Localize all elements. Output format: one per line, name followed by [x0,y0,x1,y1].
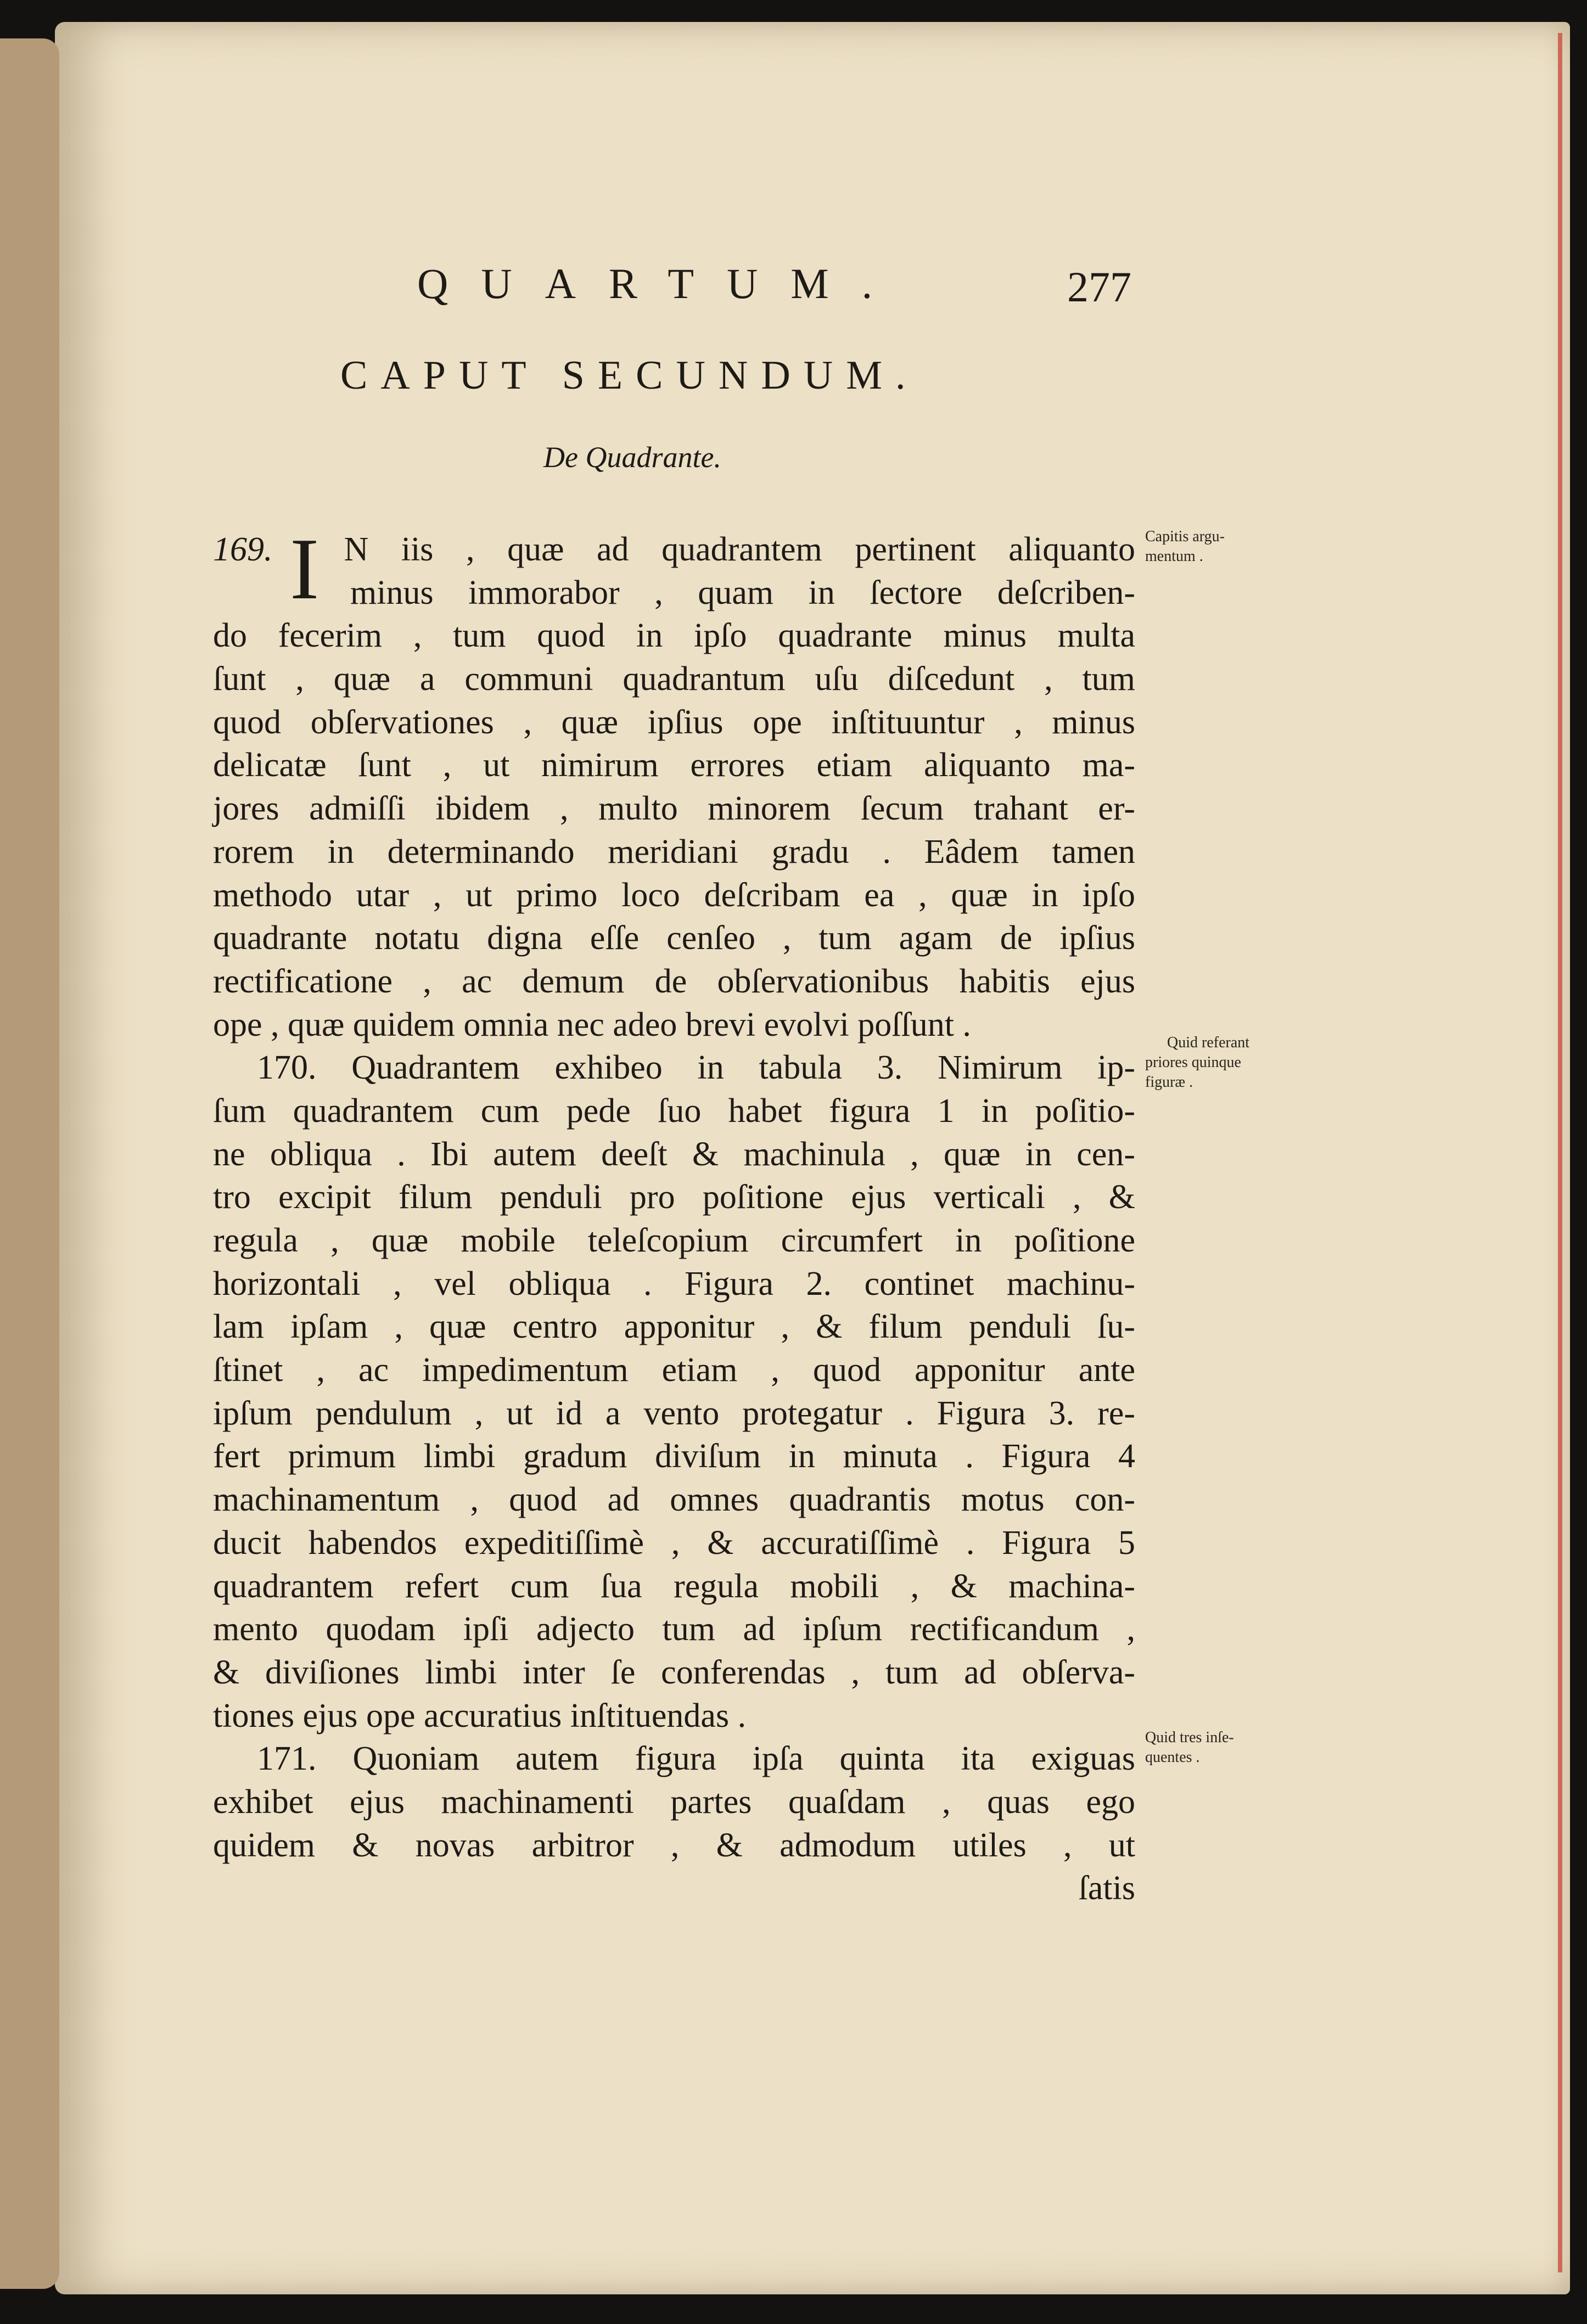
text-line: quadrante notatu digna eſſe cenſeo , tum agam de ipſius [213,919,1135,957]
text-line: ſunt , quæ a communi quadrantum uſu diſcedunt , tum [213,660,1135,698]
text-line: regula , quæ mobile teleſcopium circumfert in poſitione [213,1222,1135,1259]
paragraph-169-line-1: 169. N iis , quæ ad quadrantem pertinent aliquanto [213,531,1135,568]
text-line: minus immorabor , quam in ſectore deſcriben- [350,574,1135,611]
text-line: horizontali , vel obliqua . Figura 2. continet machinu- [213,1265,1135,1303]
text-line: ope , quæ quidem omnia nec adeo brevi evolvi poſſunt . [213,1006,971,1043]
text-line: quadrantem refert cum ſua regula mobili , & machina- [213,1567,1135,1605]
running-title: QUARTUM. [417,260,906,307]
text-line: quidem & novas arbitror , & admodum utiles , ut [213,1826,1135,1864]
page-number: 277 [1067,263,1131,311]
text-line: tiones ejus ope accuratius inſtituendas . [213,1697,747,1734]
catchword: ſatis [1078,1870,1135,1907]
text-line: quod obſervationes , quæ ipſius ope inſtituuntur , minus [213,703,1135,741]
section-number-169: 169. [213,531,273,568]
text-line: ducit habendos expeditiſſimè , & accuratiſſimè . Figura 5 [213,1524,1135,1562]
chapter-title: CAPUT SECUNDUM. [340,353,919,398]
running-head [0,259,1587,325]
text-line: lam ipſam , quæ centro apponitur , & filum penduli ſu- [213,1308,1135,1346]
text-line: & diviſiones limbi inter ſe conferendas , tum ad obſerva- [213,1653,1135,1691]
margin-note-sequentes: Quid tres inſe- quentes . [1145,1729,1234,1766]
margin-note-argumentum: Capitis argu- mentum . [1145,528,1225,565]
text-line: ſtinet , ac impedimentum etiam , quod apponitur ante [213,1351,1135,1389]
main-text [213,520,1135,1910]
text-line: exhibet ejus machinamenti partes quaſdam , quas ego [213,1783,1135,1821]
text-line: ſum quadrantem cum pede ſuo habet figura 1 in poſitio- [213,1092,1135,1130]
text-line: mento quodam ipſi adjecto tum ad ipſum rectificandum , [213,1610,1135,1648]
text-line: methodo utar , ut primo loco deſcribam ea , quæ in ipſo [213,876,1135,914]
paragraph-170-line-1: 170. Quadrantem exhibeo in tabula 3. Nimirum ip- [257,1049,1135,1087]
text-line: ne obliqua . Ibi autem deeſt & machinula , quæ in cen- [213,1135,1135,1173]
text-line: do fecerim , tum quod in ipſo quadrante minus multa [213,617,1135,655]
facing-page-edge [0,38,59,2289]
text-line: ipſum pendulum , ut id a vento protegatur . Figura 3. re- [213,1394,1135,1432]
text-line: delicatæ ſunt , ut nimirum errores etiam aliquanto ma- [213,746,1135,784]
chapter-subtitle: De Quadrante. [543,441,721,474]
red-page-edge [1558,33,1562,2272]
text-line: rectificatione , ac demum de obſervationibus habitis ejus [213,962,1135,1000]
text-line: machinamentum , quod ad omnes quadrantis motus con- [213,1481,1135,1519]
drop-capital: I [290,520,319,618]
text-line: fert primum limbi gradum diviſum in minuta . Figura 4 [213,1438,1135,1475]
text-line: jores admiſſi ibidem , multo minorem ſecum trahant er- [213,790,1135,828]
margin-note-figurae: Quid referant priores quinque figuræ . [1145,1034,1250,1091]
text-line: rorem in determinando meridiani gradu . Eâdem tamen [213,833,1135,871]
paragraph-171-line-1: 171. Quoniam autem figura ipſa quinta ita exiguas [257,1740,1135,1778]
text-line: tro excipit filum penduli pro poſitione ejus verticali , & [213,1178,1135,1216]
